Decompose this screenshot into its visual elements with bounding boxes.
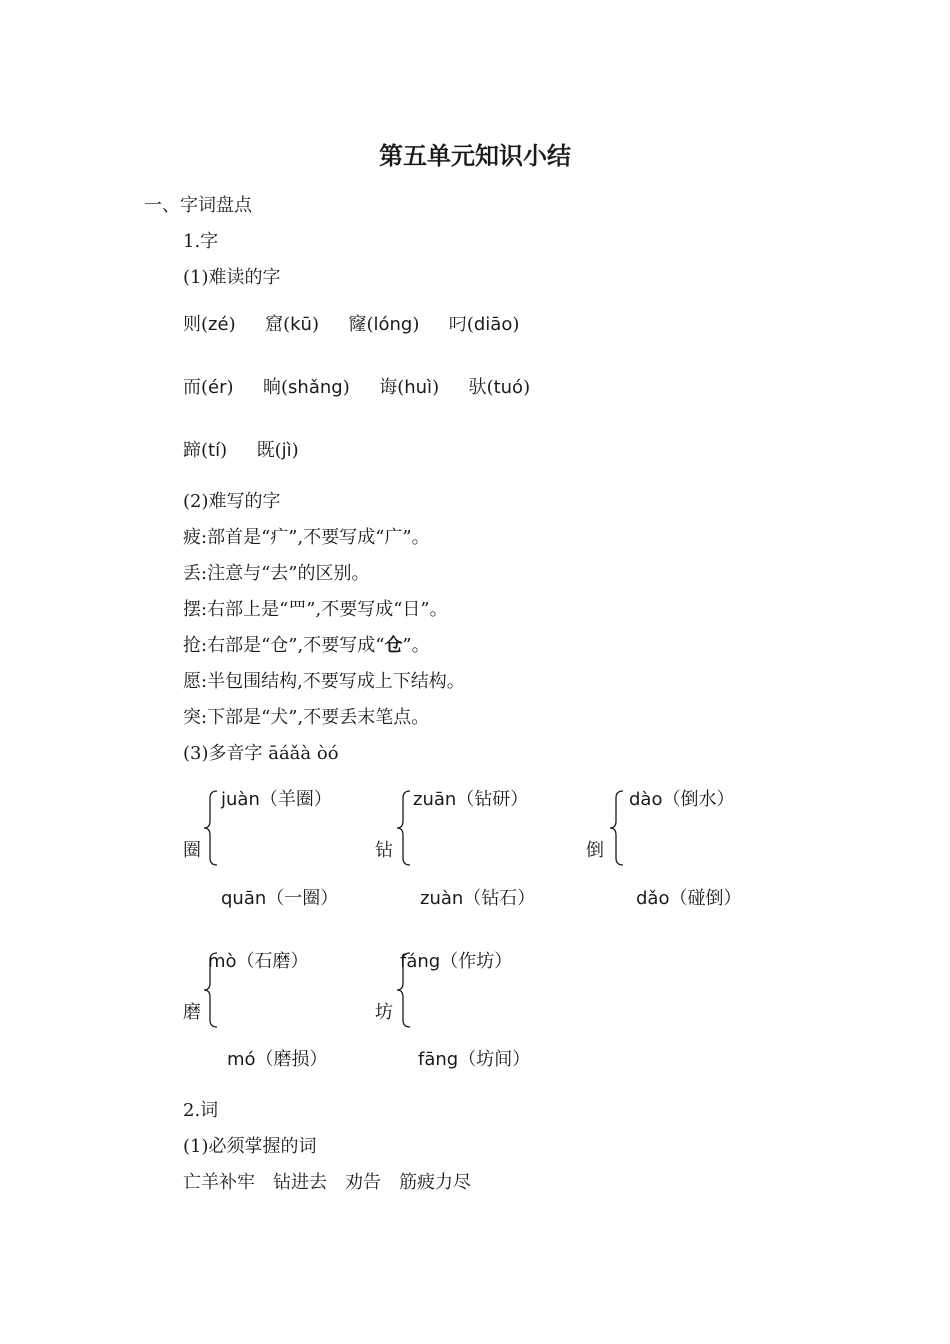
must-know-words-list: 亡羊补牢 钻进去 劝告 筋疲力尽 bbox=[183, 1172, 471, 1193]
char-item: 窿(lóng) bbox=[348, 314, 420, 335]
write-note: 抢:右部是“仓”,不要写成“仓”。 bbox=[183, 635, 430, 656]
subheading-words: 2.词 bbox=[183, 1100, 219, 1121]
brace-icon bbox=[609, 790, 625, 866]
write-note: 愿:半包围结构,不要写成上下结构。 bbox=[183, 671, 465, 692]
wrong-glyph: 仓 bbox=[384, 635, 403, 656]
write-note: 丢:注意与“去”的区别。 bbox=[183, 563, 370, 584]
brace-icon bbox=[396, 790, 412, 866]
subheading-characters: 1.字 bbox=[183, 231, 219, 252]
hard-to-read-heading: (1)难读的字 bbox=[183, 267, 281, 288]
poly-reading-bottom: fāng（坊间） bbox=[418, 1049, 531, 1070]
poly-char: 磨 bbox=[183, 1002, 201, 1023]
page-title: 第五单元知识小结 bbox=[379, 141, 571, 170]
poly-reading-bottom: mó（磨损） bbox=[227, 1049, 328, 1070]
char-item: 则(zé) bbox=[183, 314, 236, 335]
poly-reading-bottom: zuàn（钻石） bbox=[420, 888, 536, 909]
poly-reading-top: dào（倒水） bbox=[629, 789, 735, 810]
char-item: 窟(kū) bbox=[265, 314, 319, 335]
poly-char: 圈 bbox=[183, 840, 201, 861]
char-item: 驮(tuó) bbox=[468, 377, 531, 398]
poly-reading-top: zuān（钻研） bbox=[413, 789, 529, 810]
char-item: 晌(shǎng) bbox=[263, 377, 350, 398]
char-item: 而(ér) bbox=[183, 377, 234, 398]
poly-reading-top: juàn（羊圈） bbox=[221, 789, 332, 810]
char-item: 蹄(tí) bbox=[183, 440, 228, 461]
hard-read-row-1 bbox=[183, 310, 519, 336]
char-item: 既(jì) bbox=[256, 440, 299, 461]
must-know-words-heading: (1)必须掌握的词 bbox=[183, 1136, 317, 1157]
hard-to-write-heading: (2)难写的字 bbox=[183, 491, 281, 512]
poly-reading-bottom: quān（一圈） bbox=[221, 888, 339, 909]
poly-char: 倒 bbox=[586, 840, 604, 861]
poly-reading-bottom: dǎo（碰倒） bbox=[636, 888, 742, 909]
brace-icon bbox=[203, 790, 219, 866]
poly-char: 坊 bbox=[375, 1002, 393, 1023]
hard-read-row-3 bbox=[183, 436, 299, 462]
poly-reading-top: mò（石磨） bbox=[208, 951, 309, 972]
write-note: 摆:右部上是“罒”,不要写成“日”。 bbox=[183, 599, 448, 620]
polyphonic-heading: (3)多音字 āáǎà òó bbox=[183, 743, 339, 764]
poly-reading-top: fáng（作坊） bbox=[400, 951, 513, 972]
char-item: 诲(huì) bbox=[379, 377, 440, 398]
char-item: 叼(diāo) bbox=[448, 314, 520, 335]
poly-char: 钻 bbox=[375, 840, 393, 861]
hard-read-row-2 bbox=[183, 373, 530, 399]
write-note: 疲:部首是“疒”,不要写成“广”。 bbox=[183, 527, 430, 548]
write-note: 突:下部是“犬”,不要丢末笔点。 bbox=[183, 707, 430, 728]
section-heading-words: 一、字词盘点 bbox=[144, 195, 252, 216]
